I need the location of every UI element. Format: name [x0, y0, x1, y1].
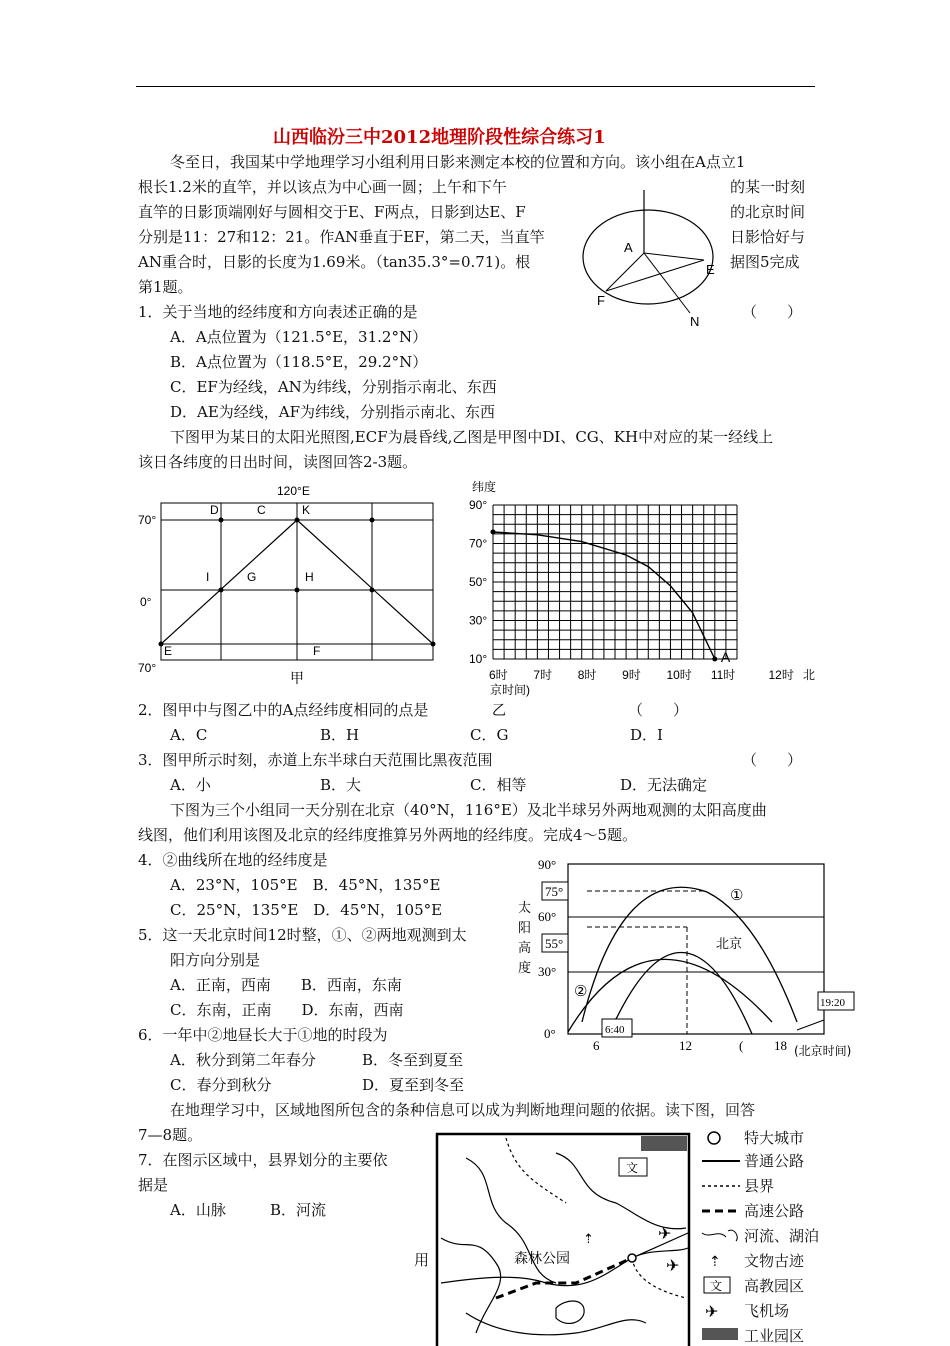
yi-caption: 乙	[492, 703, 506, 719]
q5-stem-2: 阳方向分别是	[170, 951, 261, 969]
fig5-label-n: N	[690, 314, 700, 329]
legend-wen-icon: 文	[710, 1279, 723, 1293]
sun-ytick-90: 90°	[538, 857, 557, 872]
intro-line-3b: 的北京时间	[730, 203, 806, 221]
sun-xunit: (北京时间)	[794, 1044, 852, 1058]
sun-paren: (	[739, 1038, 744, 1053]
jia-lat-70n: 70°	[138, 513, 157, 527]
yi-ytick: 90°	[469, 498, 488, 512]
q1-bracket: （ ）	[742, 303, 803, 321]
q6-option-d: D．夏至到冬至	[362, 1076, 465, 1094]
legend-item-7: 飞机场	[744, 1302, 790, 1320]
intro-line-1: 冬至日，我国某中学地理学习小组利用日影来测定本校的位置和方向。该小组在A点立1	[170, 153, 746, 171]
jia-lat-0: 0°	[140, 595, 152, 609]
q2-stem: 2．图甲中与图乙中的A点经纬度相同的点是	[138, 701, 429, 719]
yi-xunit2: 京时间)	[490, 683, 530, 697]
map-airport-icon-2: ✈	[666, 1256, 680, 1275]
jia-pt-c: C	[257, 503, 266, 517]
legend-item-3: 高速公路	[744, 1202, 805, 1220]
sun-ylabel-3: 高	[518, 941, 532, 956]
fig5-label-f: F	[597, 293, 605, 308]
page-title: 山西临汾三中2012地理阶段性综合练习1	[273, 127, 606, 148]
sun-ytick-60: 60°	[538, 909, 557, 924]
p4-line-2: 7—8题。	[138, 1126, 203, 1144]
yi-ytick: 10°	[469, 652, 488, 666]
legend-airport-icon: ✈	[705, 1302, 719, 1321]
q1-stem: 1．关于当地的经纬度和方向表述正确的是	[138, 303, 418, 321]
legend-relic-icon: ⇡	[709, 1254, 721, 1270]
yi-point-a-label: A	[720, 649, 731, 665]
map-wen-icon: 文	[626, 1161, 639, 1175]
sun-curve-2-label: ②	[574, 984, 588, 1000]
legend-item-4: 河流、湖泊	[744, 1227, 820, 1245]
legend-item-2: 县界	[744, 1177, 775, 1195]
p3-line-1: 下图为三个小组同一天分别在北京（40°N，116°E）及北半球另外两地观测的太阳高度曲	[170, 801, 767, 819]
q2-option-a: A．C	[170, 726, 208, 744]
intro-line-2b: 的某一时刻	[730, 178, 806, 196]
sun-xtick-18: 18	[774, 1038, 787, 1053]
intro-line-5a: AN重合时，日影的长度为1.69米。（tan35.3°=0.71)。根	[138, 253, 531, 271]
map-airport-icon: ✈	[658, 1224, 672, 1243]
jia-pt-k: K	[302, 503, 311, 517]
q2-bracket: （ ）	[628, 701, 689, 719]
sun-xtick-12: 12	[679, 1038, 692, 1053]
yi-ytick: 70°	[469, 536, 488, 551]
intro-line-4a: 分别是11：27和12：21。作AN垂直于EF，第二天，当直竿	[138, 228, 545, 246]
jia-pt-h: H	[305, 570, 314, 584]
jia-pt-f: F	[313, 644, 321, 658]
header-rule	[136, 86, 815, 87]
sun-ylabel-1: 太	[518, 901, 532, 916]
fig5-label-e: E	[706, 262, 715, 277]
q1-option-c: C．EF为经线，AN为纬线，分别指示南北、东西	[170, 378, 497, 396]
jia-pt-i: I	[206, 570, 210, 584]
yi-point-a	[712, 657, 717, 662]
q3-option-b: B．大	[320, 776, 362, 794]
q1-option-a: A．A点位置为（121.5°E，31.2°N）	[170, 328, 428, 346]
yi-xunit: 北	[803, 668, 816, 682]
yi-ylabel: 纬度	[472, 480, 497, 494]
q5-stem-1: 5．这一天北京时间12时整，①、②两地观测到太	[138, 926, 467, 944]
sun-ytick-30: 30°	[538, 964, 557, 979]
fig5-label-a: A	[624, 240, 633, 255]
q7-option-b: B．河流	[270, 1201, 327, 1219]
legend-item-0: 特大城市	[744, 1129, 805, 1147]
intro-line-2a: 根长1.2米的直竿，并以该点为中心画一圆；上午和下午	[138, 178, 507, 196]
jia-pt-d: D	[210, 503, 219, 517]
yi-ytick: 50°	[469, 575, 488, 589]
legend-item-5: 文物古迹	[744, 1252, 805, 1270]
q2-option-d: D．I	[630, 726, 663, 744]
jia-label-120e: 120°E	[277, 484, 310, 498]
sun-ylabel-2: 阳	[518, 921, 532, 936]
q4-stem: 4．②曲线所在地的经纬度是	[138, 851, 328, 869]
q3-option-d: D．无法确定	[620, 776, 708, 794]
sun-beijing-label: 北京	[716, 937, 743, 952]
yi-point-start	[491, 529, 496, 534]
yi-xtick: 6时	[489, 668, 508, 682]
p2-line-1: 下图甲为某日的太阳光照图,ECF为晨昏线,乙图是甲图中DI、CG、KH中对应的某一经线上	[170, 428, 774, 446]
q3-bracket: （ ）	[742, 751, 803, 769]
figure-region-map	[436, 1133, 691, 1344]
q5-options-ab: A．正南，西南 B．西南，东南	[170, 976, 402, 994]
q4-options-ab: A．23°N，105°E B．45°N，135°E	[170, 876, 441, 894]
jia-caption: 甲	[290, 671, 304, 687]
q3-option-c: C．相等	[470, 776, 527, 794]
figure-yi-chart	[465, 478, 825, 719]
q7-option-a: A．山脉	[170, 1201, 226, 1219]
yi-xtick: 11时	[710, 668, 736, 682]
p3-line-2: 线图，他们利用该图及北京的经纬度推算另外两地的经纬度。完成4～5题。	[138, 826, 638, 844]
intro-line-5b: 据图5完成	[730, 253, 800, 271]
jia-pt-g: G	[247, 570, 257, 584]
jia-lat-70s: 70°	[138, 661, 157, 675]
yi-xtick: 10时	[666, 668, 692, 682]
q1-option-d: D．AE为经线，AF为纬线，分别指示南北、东西	[170, 403, 496, 421]
legend-symbols	[700, 1127, 744, 1344]
legend-item-8: 工业园区	[744, 1327, 805, 1345]
q4-options-cd: C．25°N，135°E D．45°N，105°E	[170, 901, 443, 919]
q3-stem: 3．图甲所示时刻，赤道上东半球白天范围比黑夜范围	[138, 751, 493, 769]
yi-ytick: 30°	[469, 613, 488, 628]
yi-xtick: 9时	[622, 668, 641, 682]
yi-xtick: 7时	[533, 668, 553, 682]
intro-line-4b: 日影恰好与	[730, 228, 806, 246]
map-relic-icon: ⇡	[583, 1232, 594, 1247]
figure-5-circle	[580, 185, 730, 330]
q5-options-cd: C．东南，正南 D．东南，西南	[170, 1001, 404, 1019]
yi-xtick: 12时	[768, 668, 794, 682]
q6-option-b: B．冬至到夏至	[362, 1051, 464, 1069]
jia-pt-e: E	[164, 644, 173, 658]
sun-box-75: 75°	[545, 884, 564, 899]
sun-ytick-0: 0°	[544, 1026, 556, 1041]
q6-option-c: C．春分到秋分	[170, 1076, 272, 1094]
q7-stem-2: 据是	[138, 1176, 169, 1194]
sun-xtick-6: 6	[593, 1038, 600, 1053]
q7-trail: 用	[414, 1251, 430, 1269]
q2-option-b: B．H	[320, 726, 360, 744]
legend-item-1: 普通公路	[744, 1152, 805, 1170]
figure-jia	[135, 478, 445, 688]
sun-ylabel-4: 度	[518, 961, 532, 976]
p4-line-1: 在地理学习中，区域地图所包含的条种信息可以成为判断地理问题的依据。读下图，回答	[170, 1101, 756, 1119]
q1-option-b: B．A点位置为（118.5°E，29.2°N）	[170, 353, 428, 371]
q2-option-c: C．G	[470, 726, 509, 744]
q6-stem: 6．一年中②地昼长大于①地的时段为	[138, 1026, 388, 1044]
figure-sun-altitude	[512, 852, 872, 1064]
yi-xtick: 8时	[577, 668, 597, 682]
p2-line-2: 该日各纬度的日出时间，读图回答2-3题。	[138, 453, 418, 471]
sun-time-640: 6:40	[605, 1024, 625, 1036]
q3-option-a: A．小	[170, 776, 211, 794]
map-park-label: 森林公园	[514, 1251, 570, 1267]
sun-box-55: 55°	[545, 936, 564, 951]
q6-option-a: A．秋分到第二年春分	[170, 1051, 316, 1069]
sun-curve-1-label: ①	[730, 888, 744, 904]
q7-stem-1: 7．在图示区域中，县界划分的主要依	[138, 1151, 388, 1169]
intro-line-3a: 直竿的日影顶端刚好与圆相交于E、F两点，日影到达E、F	[138, 203, 526, 221]
legend-item-6: 高教园区	[744, 1277, 805, 1295]
intro-line-6: 第1题。	[138, 278, 193, 296]
sun-time-1920: 19:20	[820, 997, 846, 1009]
